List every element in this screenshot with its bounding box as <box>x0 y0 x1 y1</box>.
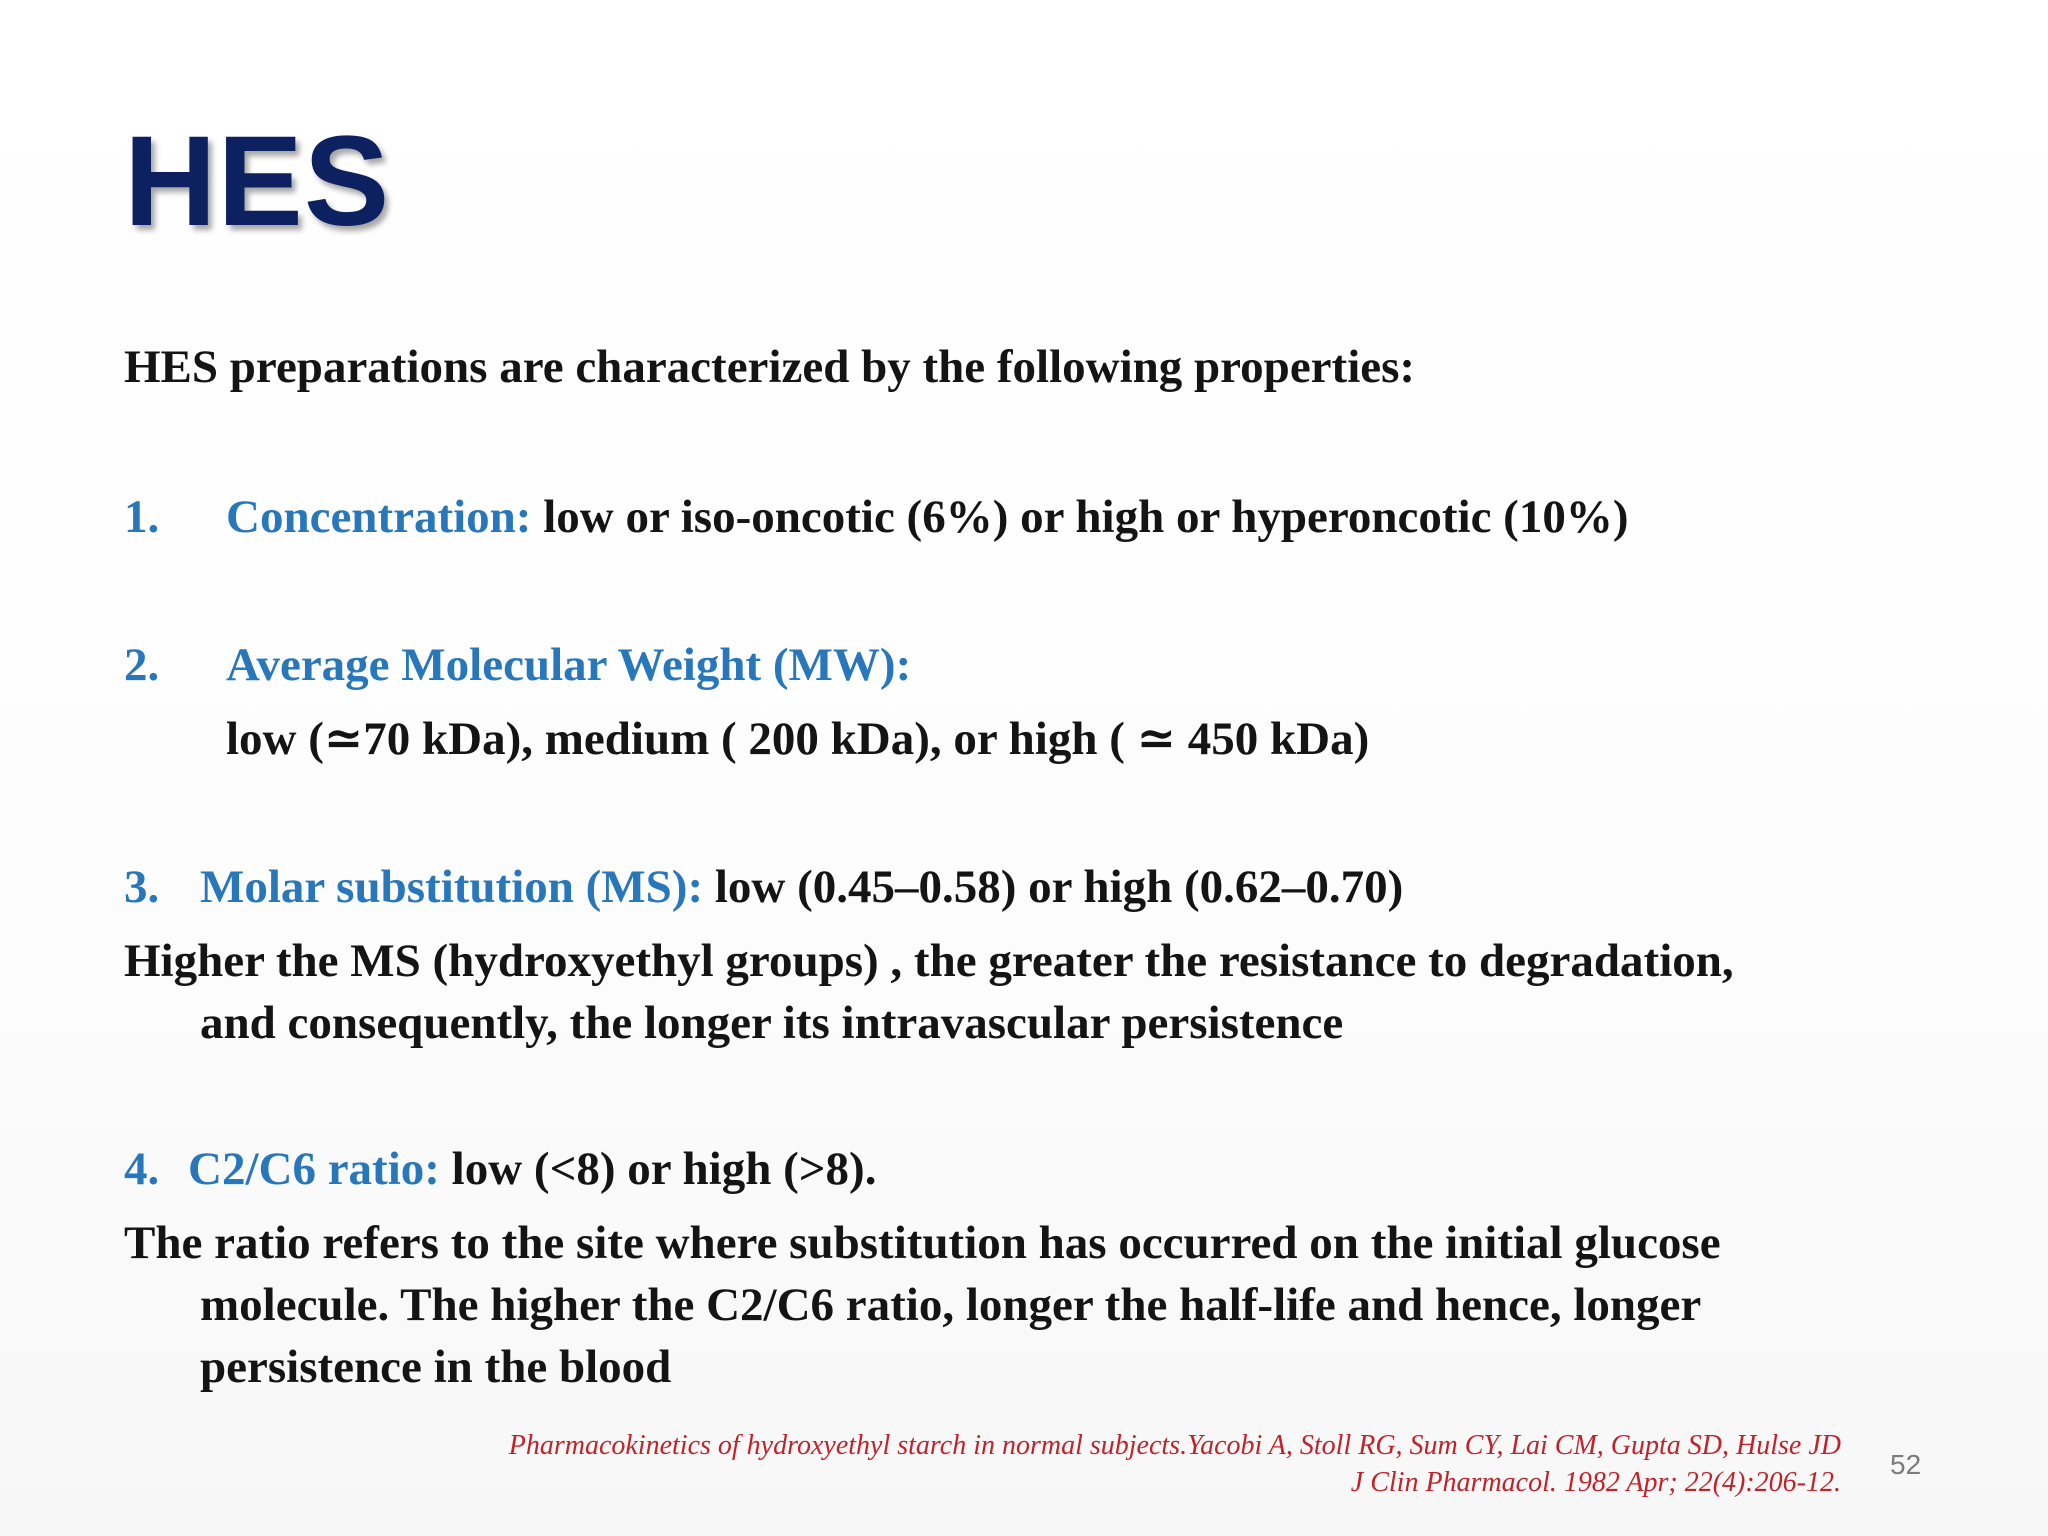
item-text: low (≃70 kDa), medium ( 200 kDa), or high ( ≃ 450 kDa) <box>226 713 1370 765</box>
list-item-1 <box>124 492 1629 544</box>
item-number: 4. <box>124 1143 160 1195</box>
item-text: low (0.45–0.58) or high (0.62–0.70) <box>714 861 1404 913</box>
list-item-3 <box>124 862 1403 914</box>
item-number: 2. <box>124 639 160 691</box>
item-heading: Molar substitution (MS): <box>200 861 704 913</box>
page-number: 52 <box>1890 1449 1922 1480</box>
slide-title: HES <box>124 110 391 253</box>
item-text: low or iso-oncotic (6%) or high or hyperoncotic (10%) <box>543 491 1629 543</box>
item-heading: Average Molecular Weight (MW): <box>226 639 912 691</box>
reference-citation <box>509 1428 1841 1502</box>
item-number: 1. <box>124 491 160 543</box>
item-explanation-line: Higher the MS (hydroxyethyl groups) , the greater the resistance to degradation, <box>124 935 1734 987</box>
item-number: 3. <box>124 861 160 913</box>
item-explanation-line: persistence in the blood <box>200 1341 672 1393</box>
list-item-2 <box>124 640 911 692</box>
item-explanation-line: The ratio refers to the site where substitution has occurred on the initial glucose <box>124 1217 1721 1269</box>
intro-text: HES preparations are characterized by the following properties: <box>124 341 1416 393</box>
reference-line: Pharmacokinetics of hydroxyethyl starch in normal subjects.Yacobi A, Stoll RG, Sum CY, Lai CM, Gupta SD, Hulse JD <box>508 1430 1841 1461</box>
item-explanation-line: molecule. The higher the C2/C6 ratio, longer the half-life and hence, longer <box>200 1279 1702 1331</box>
item-heading: C2/C6 ratio: <box>188 1143 440 1195</box>
item-heading: Concentration: <box>226 491 532 543</box>
reference-line: J Clin Pharmacol. 1982 Apr; 22(4):206-12. <box>1350 1466 1841 1498</box>
item-explanation-line: and consequently, the longer its intravascular persistence <box>200 997 1344 1049</box>
list-item-4 <box>124 1144 876 1196</box>
item-text: low (<8) or high (>8). <box>451 1143 877 1195</box>
